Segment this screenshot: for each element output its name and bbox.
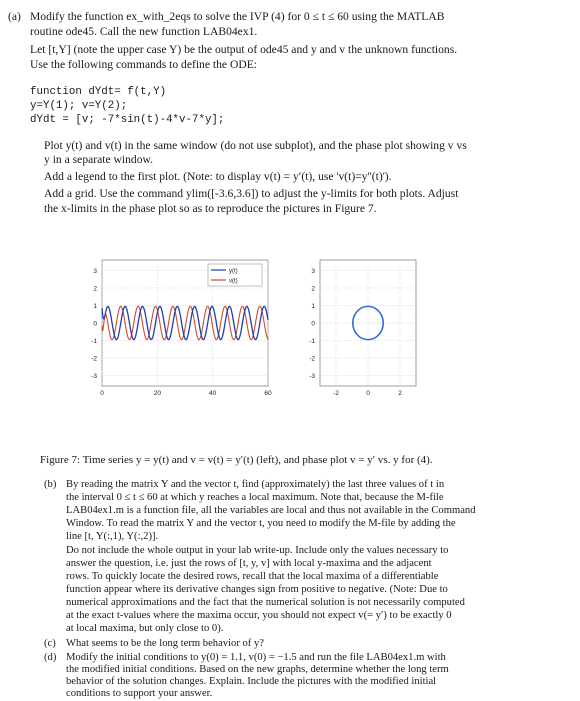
part-b-line: line [t, Y(:,1), Y(:,2)].: [66, 531, 159, 542]
legend-y-label: y(t): [229, 268, 238, 275]
part-c-text: What seems to be the long term behavior of y?: [66, 638, 264, 649]
time-series-xticks: [100, 390, 272, 397]
figure-caption: Figure 7: Time series y = y(t) and v = v(t) = y′(t) (left), and phase plot v = y′ vs. y for (4).: [40, 454, 433, 466]
part-b-line: at local maxima, but only close to 0).: [66, 623, 224, 634]
y-tick-label: -3: [91, 373, 97, 380]
y-tick-label: 2: [311, 285, 315, 293]
legend-v-label: v(t): [229, 278, 238, 285]
x-tick-label: 0: [100, 390, 104, 397]
part-a-line: Use the following commands to define the ODE:: [30, 58, 257, 71]
part-d-line: the modified initial conditions. Based on the new graphs, determine whether the long term: [66, 664, 449, 675]
part-d-line: Modify the initial conditions to y(0) = 1.1, v(0) = −1.5 and run the file LAB04ex1.m with: [66, 652, 446, 663]
part-d-line: conditions to support your answer.: [66, 688, 213, 699]
x-tick-label: 0: [366, 390, 370, 397]
y-tick-label: 0: [93, 320, 97, 328]
part-d-label: (d): [44, 652, 57, 663]
part-a-line: Add a grid. Use the command ylim([-3.6,3.6]) to adjust the y-limits for both plots. Adjust: [44, 187, 459, 200]
code-line: dYdt = [v; -7*sin(t)-4*v-7*y];: [30, 114, 225, 126]
part-b-line: numerical approximations and the fact that the numerical solution is not necessarily computed: [66, 597, 465, 608]
y-tick-label: 3: [93, 268, 97, 275]
part-b-line: at the exact t-values where the maxima occur, you should not expect v(= y′) to be exactly 0: [66, 610, 452, 621]
x-tick-label: 60: [264, 390, 272, 397]
part-a-line: Add a legend to the first plot. (Note: to display v(t) = y′(t), use 'v(t)=y''(t)').: [44, 170, 392, 183]
phase-plot: [300, 250, 426, 402]
y-tick-label: -3: [309, 373, 315, 380]
time-series-plot: [80, 250, 276, 402]
part-b-line: By reading the matrix Y and the vector t, find (approximately) the last three values of t in: [66, 479, 445, 490]
y-tick-label: 3: [311, 268, 315, 275]
y-tick-label: -1: [91, 338, 97, 345]
part-a-line: Let [t,Y] (note the upper case Y) be the output of ode45 and y and v the unknown functions.: [30, 43, 458, 56]
phase-yticks: [309, 268, 315, 380]
y-tick-label: 2: [93, 285, 97, 293]
time-series-yticks: [91, 268, 97, 380]
code-line: function dYdt= f(t,Y): [30, 86, 167, 98]
part-b-line: rows. To quickly locate the desired rows, recall that the local maxima of a differentiable: [66, 571, 439, 582]
x-tick-label: -2: [333, 390, 339, 397]
part-a-line: Plot y(t) and v(t) in the same window (do not use subplot), and the phase plot showing v vs: [44, 139, 467, 152]
phase-xticks: [333, 390, 402, 397]
y-tick-label: -1: [309, 338, 315, 345]
part-b-line: LAB04ex1.m is a function file, all the variables are local and thus not available in the Command: [66, 505, 476, 516]
y-tick-label: -2: [309, 355, 315, 363]
time-series-legend: [208, 264, 262, 286]
code-line: y=Y(1); v=Y(2);: [30, 100, 128, 112]
part-c-label: (c): [44, 638, 56, 649]
part-a-line: Modify the function ex_with_2eqs to solve the IVP (4) for 0 ≤ t ≤ 60 using the MATLAB: [30, 10, 445, 23]
x-tick-label: 40: [209, 390, 217, 397]
part-b-line: Window. To read the matrix Y and the vector t, you need to modify the M-file by adding the: [66, 518, 456, 529]
y-tick-label: 1: [311, 303, 315, 310]
part-b-line: function appear where its derivative changes sign from positive to negative. (Note: Due to: [66, 584, 448, 595]
y-tick-label: -2: [91, 355, 97, 363]
part-a-line: y in a separate window.: [44, 153, 154, 166]
part-a-label: (a): [8, 10, 21, 23]
y-tick-label: 0: [311, 320, 315, 328]
x-tick-label: 20: [153, 390, 161, 397]
part-b-label: (b): [44, 479, 57, 490]
part-a-line: routine ode45. Call the new function LAB04ex1.: [30, 25, 258, 38]
x-tick-label: 2: [398, 390, 402, 397]
part-b-line: answer the question, i.e. just the rows of [t, y, v] with local y-maxima and the adjacent: [66, 558, 432, 569]
part-a-line: the x-limits in the phase plot so as to reproduce the pictures in Figure 7.: [44, 202, 377, 215]
part-b-line: the interval 0 ≤ t ≤ 60 at which y reaches a local maximum. Note that, because the M-file: [66, 492, 444, 503]
part-d-line: behavior of the solution changes. Explain. Include the pictures with the modified initial: [66, 676, 437, 687]
y-tick-label: 1: [93, 303, 97, 310]
part-b-line: Do not include the whole output in your lab write-up. Include only the values necessary to: [66, 545, 449, 556]
